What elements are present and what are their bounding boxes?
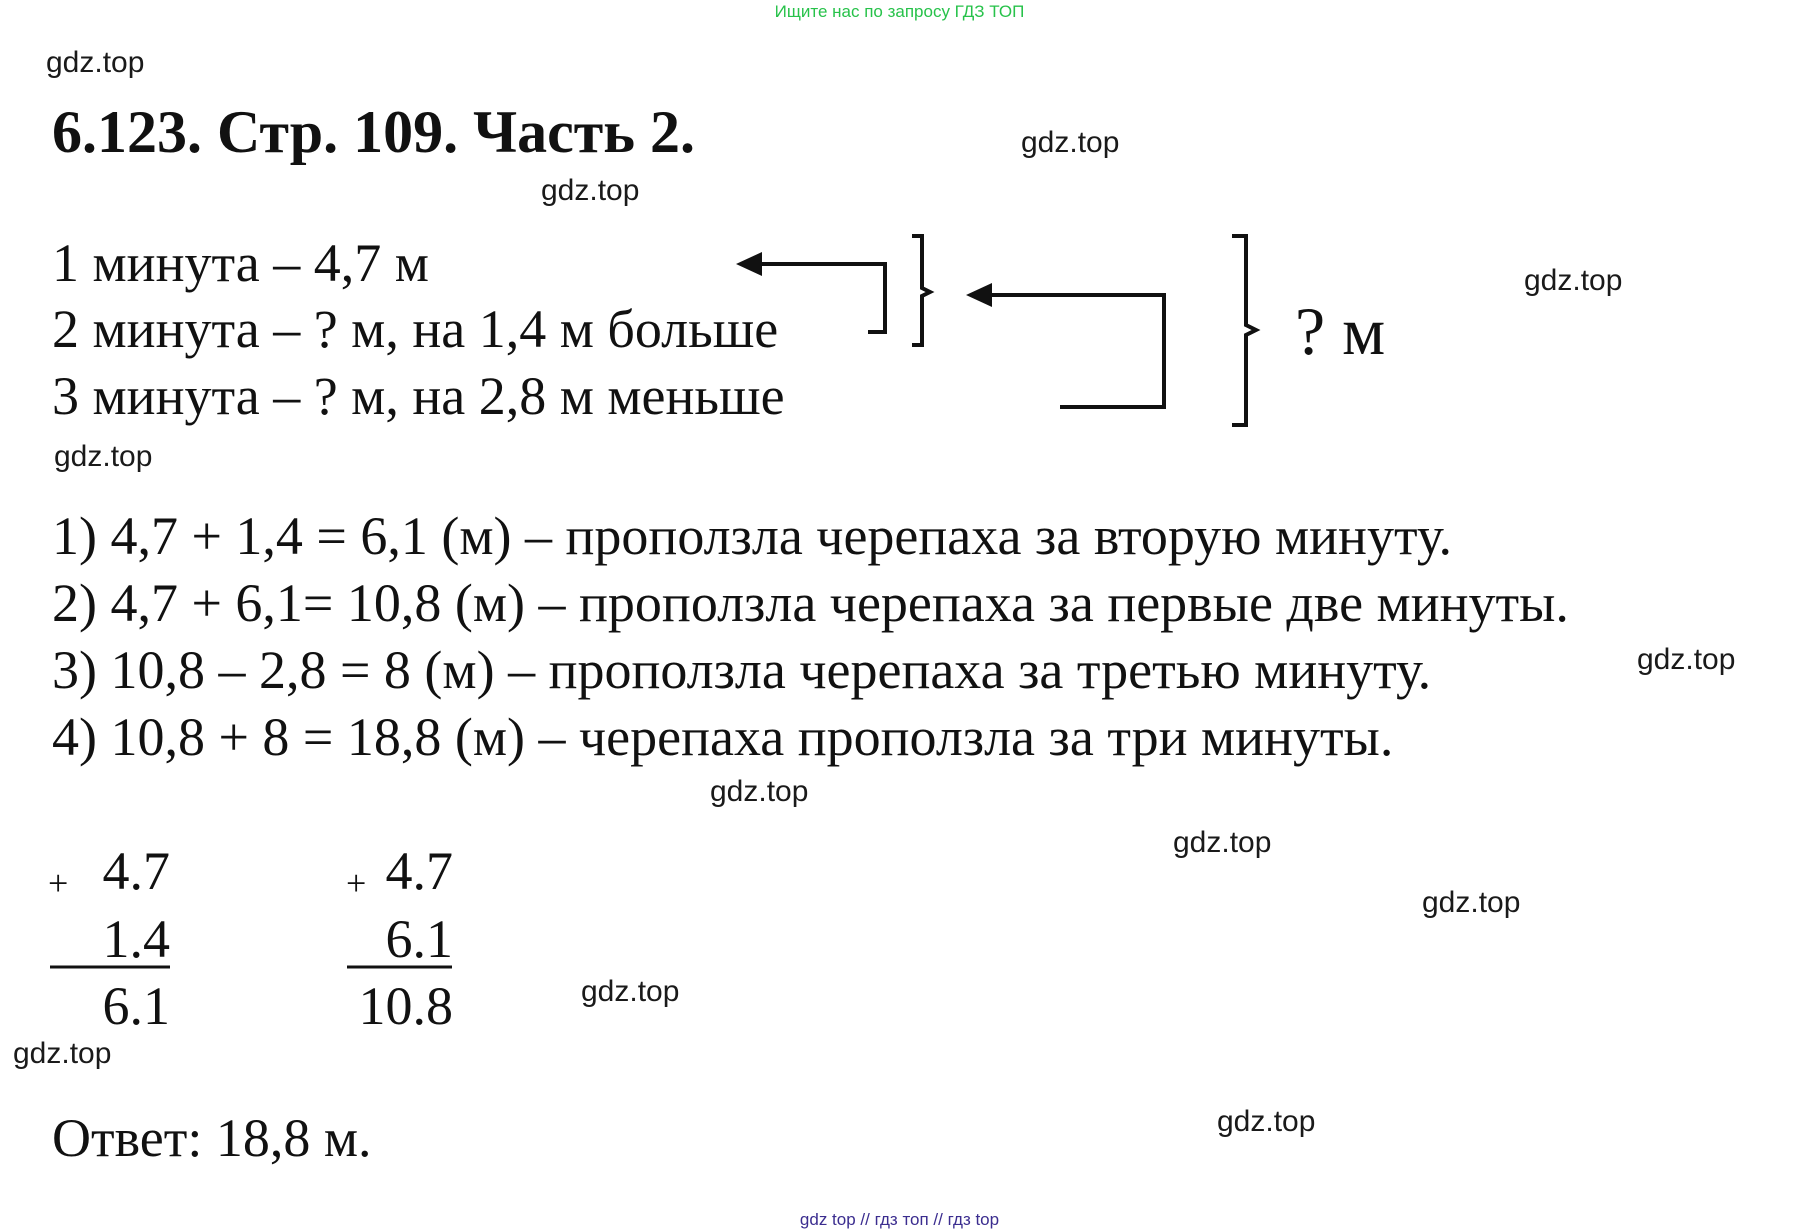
condition-line-2: 2 минута – ? м, на 1,4 м больше [52,299,779,359]
watermark: gdz.top [13,1037,112,1070]
answer: Ответ: 18,8 м. [52,1108,372,1168]
footer-links: gdz top // гдз топ // гдз top [799,1210,1000,1229]
arrow-line-3-to-brace [985,295,1164,407]
watermark: gdz.top [1173,826,1272,859]
page-title: 6.123. Стр. 109. Часть 2. [52,99,695,165]
watermark: gdz.top [710,775,809,808]
watermark: gdz.top [581,975,680,1008]
addend-2b: 6.1 [385,909,453,969]
total-question: ? м [1295,293,1386,369]
watermark: gdz.top [1217,1105,1316,1138]
arrow-line-2-to-1 [755,264,885,332]
plus-sign-2: + [346,863,367,903]
condition-line-1: 1 минута – 4,7 м [52,233,429,293]
arrow-head-icon [736,252,762,276]
brace-large [1232,236,1256,425]
solution-step-3: 3) 10,8 – 2,8 = 8 (м) – проползла черепаха за третью минуту. [52,640,1432,700]
watermark: gdz.top [54,440,153,473]
solution-step-1: 1) 4,7 + 1,4 = 6,1 (м) – проползла черепаха за вторую минуту. [52,506,1452,566]
addend-1a: 4.7 [102,841,170,901]
addend-2a: 4.7 [385,841,453,901]
arrow-head-icon [966,283,992,307]
watermark: gdz.top [1637,643,1736,676]
plus-sign-1: + [48,863,69,903]
sum-2: 10.8 [358,976,453,1036]
watermark: gdz.top [1021,126,1120,159]
watermark: gdz.top [1524,264,1623,297]
brace-small [912,236,930,345]
addend-1b: 1.4 [102,909,170,969]
top-banner: Ищите нас по запросу ГДЗ ТОП [774,2,1025,21]
condition-line-3: 3 минута – ? м, на 2,8 м меньше [52,366,785,426]
solution-step-4: 4) 10,8 + 8 = 18,8 (м) – черепаха проползла за три минуты. [52,707,1394,767]
watermark: gdz.top [46,46,145,79]
watermark: gdz.top [1422,886,1521,919]
solution-step-2: 2) 4,7 + 6,1= 10,8 (м) – проползла черепаха за первые две минуты. [52,573,1569,633]
sum-1: 6.1 [102,976,170,1036]
watermark: gdz.top [541,174,640,207]
